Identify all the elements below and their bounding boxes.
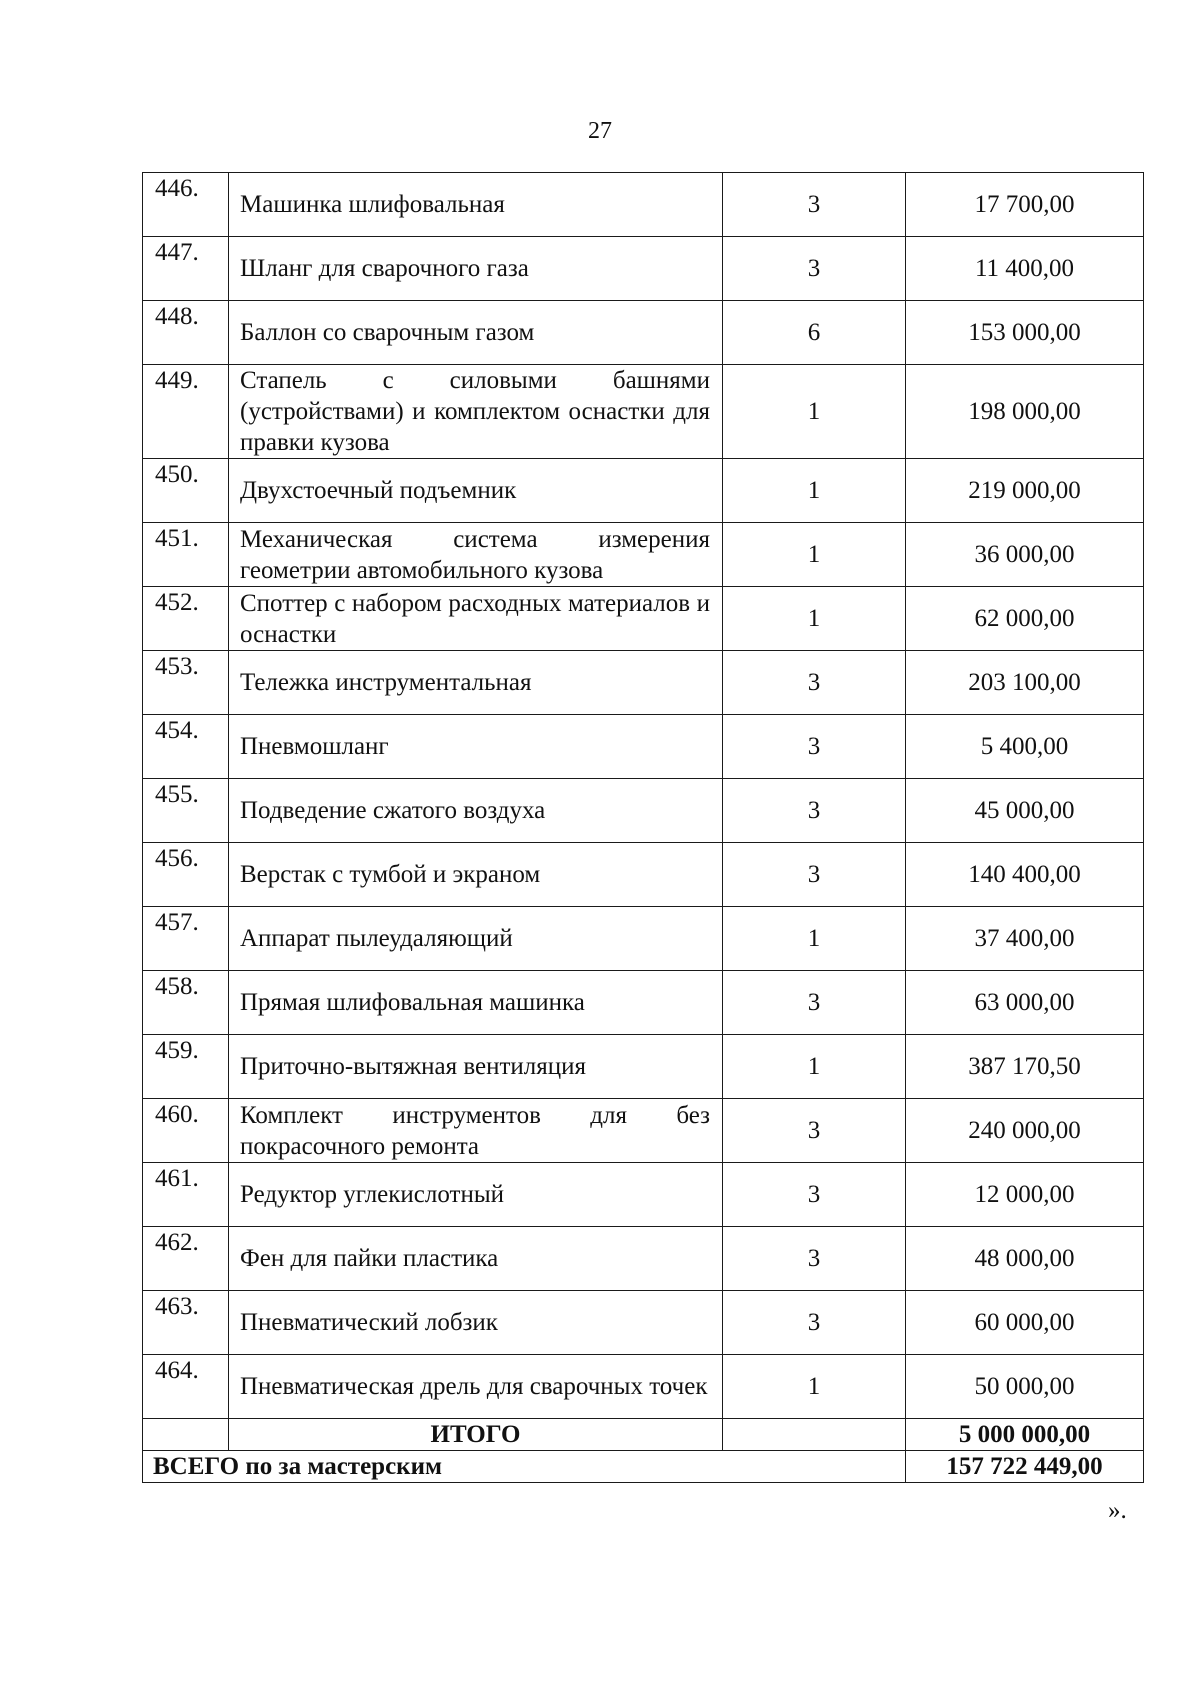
item-price: 153 000,00 — [906, 301, 1144, 365]
table-row — [143, 715, 1144, 779]
item-quantity: 3 — [723, 1291, 906, 1355]
item-name: Фен для пайки пластика — [229, 1227, 723, 1291]
item-quantity: 1 — [723, 523, 906, 587]
total-num-cell — [143, 1419, 229, 1451]
row-number: 462. — [143, 1227, 229, 1291]
item-quantity: 3 — [723, 715, 906, 779]
table-row — [143, 523, 1144, 587]
item-price: 37 400,00 — [906, 907, 1144, 971]
item-price: 219 000,00 — [906, 459, 1144, 523]
table-row — [143, 1355, 1144, 1419]
item-name: Тележка инструментальная — [229, 651, 723, 715]
item-quantity: 3 — [723, 843, 906, 907]
row-number: 464. — [143, 1355, 229, 1419]
item-name: Механическая система измерения геометрии автомобильного кузова — [229, 523, 723, 587]
item-quantity: 1 — [723, 1035, 906, 1099]
item-name: Комплект инструментов для без покрасочного ремонта — [229, 1099, 723, 1163]
total-qty-cell — [723, 1419, 906, 1451]
item-quantity: 1 — [723, 587, 906, 651]
item-price: 240 000,00 — [906, 1099, 1144, 1163]
row-number: 461. — [143, 1163, 229, 1227]
item-price: 45 000,00 — [906, 779, 1144, 843]
item-quantity: 1 — [723, 365, 906, 459]
item-quantity: 1 — [723, 907, 906, 971]
item-name: Пневмошланг — [229, 715, 723, 779]
item-quantity: 3 — [723, 1163, 906, 1227]
item-price: 12 000,00 — [906, 1163, 1144, 1227]
item-name: Аппарат пылеудаляющий — [229, 907, 723, 971]
table-row — [143, 301, 1144, 365]
table-row — [143, 173, 1144, 237]
item-quantity: 3 — [723, 779, 906, 843]
item-price: 5 400,00 — [906, 715, 1144, 779]
closing-quote-mark: ». — [1108, 1497, 1127, 1524]
row-number: 455. — [143, 779, 229, 843]
table-row — [143, 779, 1144, 843]
page-number: 27 — [588, 118, 612, 144]
row-number: 456. — [143, 843, 229, 907]
row-number: 450. — [143, 459, 229, 523]
row-number: 457. — [143, 907, 229, 971]
item-price: 203 100,00 — [906, 651, 1144, 715]
row-number: 452. — [143, 587, 229, 651]
item-name: Верстак с тумбой и экраном — [229, 843, 723, 907]
row-number: 463. — [143, 1291, 229, 1355]
total-value: 5 000 000,00 — [906, 1419, 1144, 1451]
table-row — [143, 459, 1144, 523]
row-number: 453. — [143, 651, 229, 715]
item-price: 387 170,50 — [906, 1035, 1144, 1099]
item-price: 50 000,00 — [906, 1355, 1144, 1419]
item-price: 62 000,00 — [906, 587, 1144, 651]
table-row — [143, 365, 1144, 459]
table-row — [143, 1227, 1144, 1291]
item-price: 36 000,00 — [906, 523, 1144, 587]
item-quantity: 1 — [723, 1355, 906, 1419]
equipment-table — [142, 172, 1144, 1483]
item-quantity: 3 — [723, 971, 906, 1035]
item-name: Редуктор углекислотный — [229, 1163, 723, 1227]
row-number: 458. — [143, 971, 229, 1035]
item-name: Стапель с силовыми башнями (устройствами) и комплектом оснастки для правки кузова — [229, 365, 723, 459]
row-number: 451. — [143, 523, 229, 587]
table-row — [143, 1291, 1144, 1355]
table-row — [143, 843, 1144, 907]
table-row — [143, 1099, 1144, 1163]
total-row — [143, 1419, 1144, 1451]
item-quantity: 3 — [723, 173, 906, 237]
item-name: Машинка шлифовальная — [229, 173, 723, 237]
item-quantity: 3 — [723, 1099, 906, 1163]
row-number: 460. — [143, 1099, 229, 1163]
item-price: 17 700,00 — [906, 173, 1144, 237]
item-name: Баллон со сварочным газом — [229, 301, 723, 365]
item-name: Шланг для сварочного газа — [229, 237, 723, 301]
item-name: Пневматическая дрель для сварочных точек — [229, 1355, 723, 1419]
table-row — [143, 1163, 1144, 1227]
item-quantity: 1 — [723, 459, 906, 523]
grand-total-row — [143, 1451, 1144, 1483]
item-name: Подведение сжатого воздуха — [229, 779, 723, 843]
item-price: 11 400,00 — [906, 237, 1144, 301]
item-quantity: 3 — [723, 237, 906, 301]
item-name: Пневматический лобзик — [229, 1291, 723, 1355]
row-number: 449. — [143, 365, 229, 459]
table-body — [143, 173, 1144, 1419]
total-label: ИТОГО — [229, 1419, 723, 1451]
table-row — [143, 237, 1144, 301]
grand-total-value: 157 722 449,00 — [906, 1451, 1144, 1483]
item-name: Прямая шлифовальная машинка — [229, 971, 723, 1035]
table-row — [143, 651, 1144, 715]
item-name: Споттер с набором расходных материалов и оснастки — [229, 587, 723, 651]
grand-total-label: ВСЕГО по за мастерским — [143, 1451, 906, 1483]
item-quantity: 3 — [723, 651, 906, 715]
item-price: 63 000,00 — [906, 971, 1144, 1035]
table-row — [143, 907, 1144, 971]
table-row — [143, 587, 1144, 651]
row-number: 459. — [143, 1035, 229, 1099]
table-row — [143, 971, 1144, 1035]
row-number: 454. — [143, 715, 229, 779]
row-number: 446. — [143, 173, 229, 237]
item-quantity: 6 — [723, 301, 906, 365]
item-price: 198 000,00 — [906, 365, 1144, 459]
item-name: Двухстоечный подъемник — [229, 459, 723, 523]
item-price: 60 000,00 — [906, 1291, 1144, 1355]
item-quantity: 3 — [723, 1227, 906, 1291]
row-number: 448. — [143, 301, 229, 365]
item-price: 140 400,00 — [906, 843, 1144, 907]
table-row — [143, 1035, 1144, 1099]
item-name: Приточно-вытяжная вентиляция — [229, 1035, 723, 1099]
row-number: 447. — [143, 237, 229, 301]
item-price: 48 000,00 — [906, 1227, 1144, 1291]
